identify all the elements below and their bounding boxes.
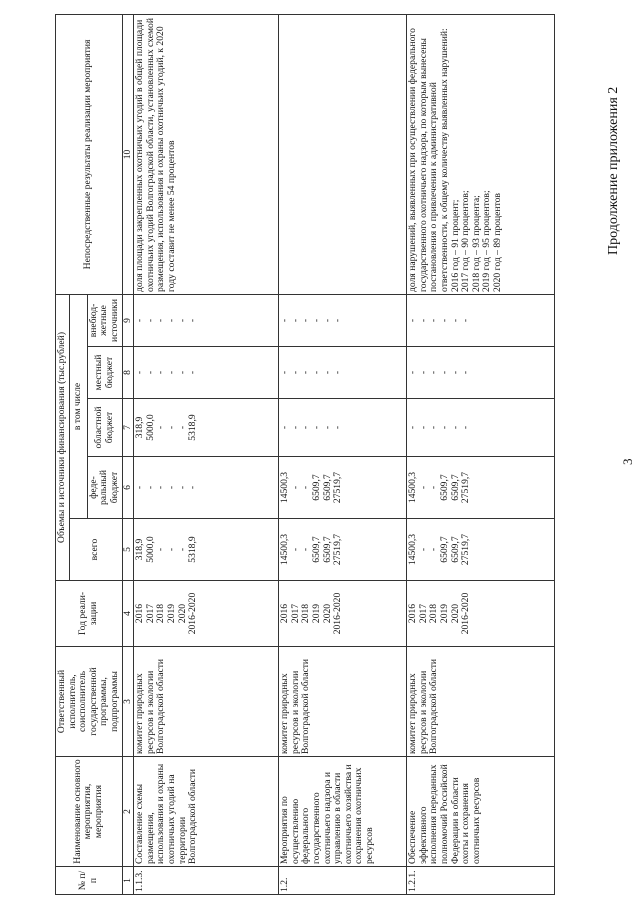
regional-budget-value: - [332,425,344,430]
total [134,519,279,581]
federal-budget-value: 6509,7 [438,474,450,501]
federal-budget-value: - [165,485,177,490]
offbudget-sources-value: - [289,318,301,323]
total [407,519,555,581]
years [407,581,555,647]
page-number: 3 [620,458,635,465]
local-budget-value: - [428,370,440,375]
continuation-label: Продолжение приложения 2 [606,86,621,255]
measure-name: Обеспечение эффективного исполнения переданных полномочий Российской Федерации в области охоты и сохранения охотничьих ресурсов [407,757,555,867]
total-value: - [176,547,188,552]
regional-budget [279,399,407,457]
result-line: 2019 год – 95 процентов; [481,190,493,292]
years [134,581,279,647]
total-value: 27519,7 [332,533,344,566]
measure-name: Составление схемы размещения, использования и охраны охотничьих угодий на территории Волгоградской области [134,757,279,867]
offbudget-sources-value: - [187,318,199,323]
offbudget-sources-value: - [428,318,440,323]
total-value: 5000,0 [144,536,156,563]
table-row [134,14,279,894]
row-number: 1.1.3. [134,867,279,895]
federal-budget-value: - [417,485,429,490]
federal-budget-value: 6509,7 [321,474,333,501]
total-value: - [417,547,429,552]
years-value: 2016 [134,603,146,624]
row-number: 1.2.1. [407,867,555,895]
local-budget-value: - [155,370,167,375]
years-value: 2018 [428,603,440,624]
regional-budget-value: 5318,9 [187,414,199,441]
header-including: в том числе [69,294,87,518]
federal-budget-value: - [134,485,146,490]
regional-budget-value: - [428,425,440,430]
header-federal: феде-ральный бюджет [87,457,122,519]
years-value: 2019 [310,603,322,624]
local-budget-value: - [165,370,177,375]
header-financing: Объемы и источники финансирования (тыс.рублей) [56,294,70,580]
header-num: № п/п [56,867,123,895]
offbudget-sources-value: - [460,318,472,323]
years-value: 2019 [438,603,450,624]
federal-budget-value: - [144,485,156,490]
col-number: 1 [122,867,134,895]
offbudget-sources-value: - [279,318,291,323]
offbudget-sources-value: - [300,318,312,323]
table-row [279,14,407,894]
table-row [407,14,555,894]
local-budget-value: - [187,370,199,375]
offbudget-sources [279,294,407,346]
result-line: 2018 год – 93 процента; [470,195,482,292]
federal-budget-value: - [300,485,312,490]
result-text: доля площади закрепленных охотничьих угодий в общей площади охотничьих угодий Волгоградской области, установленных схемой размещения, использования и охраны охотничьих угодий, к 2020 году составит не менее 54 процентов [134,18,177,292]
federal-budget-value: - [289,485,301,490]
header-local: местный бюджет [87,347,122,399]
expected-results [279,14,407,294]
expected-results [134,14,279,294]
years-value: 2020 [176,603,188,624]
responsible-executor: комитет природных ресурсов и экологии Волгоградской области [134,647,279,757]
local-budget-value: - [449,370,461,375]
col-number: 10 [122,14,134,294]
years-value: 2019 [165,603,177,624]
total-value: 14500,3 [407,533,419,566]
local-budget-value: - [176,370,188,375]
regional-budget-value: - [165,425,177,430]
years-value: 2016-2020 [460,592,472,635]
regional-budget-value: - [460,425,472,430]
col-number: 2 [122,757,134,867]
federal-budget [279,457,407,519]
header-results: Непосредственные результаты реализации мероприятия [56,14,123,294]
total [279,519,407,581]
responsible-executor: комитет природных ресурсов и экологии Волгоградской области [407,647,555,757]
federal-budget-value: 14500,3 [279,471,291,504]
federal-budget-value: 27519,7 [332,471,344,504]
regional-budget-value: 5000,0 [144,414,156,441]
header-offbudget: внебюд-жетные источники [87,294,122,346]
result-line: 2016 год – 91 процент; [449,199,461,292]
federal-budget-value: - [176,485,188,490]
local-budget-value: - [407,370,419,375]
federal-budget-value: - [428,485,440,490]
regional-budget-value: - [176,425,188,430]
years-value: 2016 [407,603,419,624]
federal-budget-value: 27519,7 [460,471,472,504]
header-year: Год реали-зации [56,581,123,647]
regional-budget-value: - [417,425,429,430]
years-value: 2018 [300,603,312,624]
offbudget-sources-value: - [134,318,146,323]
header-regional: областной бюджет [87,399,122,457]
federal-budget [407,457,555,519]
total-value: - [300,547,312,552]
local-budget-value: - [417,370,429,375]
regional-budget-value: - [155,425,167,430]
col-number: 4 [122,581,134,647]
offbudget-sources-value: - [332,318,344,323]
offbudget-sources-value: - [165,318,177,323]
total-value: - [428,547,440,552]
federal-budget [134,457,279,519]
col-number: 6 [122,457,134,519]
regional-budget-value: - [438,425,450,430]
local-budget [279,347,407,399]
total-value: 318,9 [134,538,146,561]
years-value: 2016 [279,603,291,624]
total-value: 6509,7 [310,536,322,563]
federal-budget-value: 14500,3 [407,471,419,504]
regional-budget-value: - [310,425,322,430]
local-budget-value: - [289,370,301,375]
col-number: 7 [122,399,134,457]
federal-budget-value: 6509,7 [310,474,322,501]
offbudget-sources [134,294,279,346]
total-value: 5318,9 [187,536,199,563]
regional-budget-value: - [321,425,333,430]
local-budget-value: - [460,370,472,375]
local-budget-value: - [321,370,333,375]
years-value: 2017 [417,603,429,624]
years-value: 2017 [289,603,301,624]
total-value: 27519,7 [460,533,472,566]
regional-budget-value: 318,9 [134,416,146,439]
local-budget-value: - [134,370,146,375]
result-text: доля нарушений, выявленных при осуществлении федерального государственного охотничьего надзора, по которым вынесены постановления о привлечении к административной ответственности, к общему количеству выявленных нарушений: [407,28,450,292]
total-value: 14500,3 [279,533,291,566]
regional-budget-value: - [279,425,291,430]
header-total: всего [69,519,122,581]
local-budget-value: - [279,370,291,375]
offbudget-sources-value: - [449,318,461,323]
header-row-1 [56,14,70,894]
local-budget [407,347,555,399]
years-value: 2017 [144,603,156,624]
local-budget-value: - [438,370,450,375]
responsible-executor: комитет природных ресурсов и экологии Волгоградской области [279,647,407,757]
col-number: 3 [122,647,134,757]
regional-budget-value: - [407,425,419,430]
offbudget-sources [407,294,555,346]
col-number: 8 [122,347,134,399]
measure-name: Мероприятия по осуществлению федерального государственного охотничьего надзора и управлению в области охотничьего хозяйства и сохранения охотничьих ресурсов [279,757,407,867]
years [279,581,407,647]
program-table [55,14,555,895]
local-budget-value: - [144,370,156,375]
offbudget-sources-value: - [144,318,156,323]
regional-budget-value: - [449,425,461,430]
offbudget-sources-value: - [310,318,322,323]
column-number-row [122,14,134,894]
offbudget-sources-value: - [321,318,333,323]
regional-budget-value: - [300,425,312,430]
years-value: 2020 [321,603,333,624]
federal-budget-value: - [155,485,167,490]
offbudget-sources-value: - [417,318,429,323]
total-value: 6509,7 [449,536,461,563]
result-line: 2020 год – 89 процентов [491,193,503,292]
col-number: 9 [122,294,134,346]
local-budget-value: - [332,370,344,375]
offbudget-sources-value: - [155,318,167,323]
local-budget-value: - [300,370,312,375]
offbudget-sources-value: - [407,318,419,323]
regional-budget [407,399,555,457]
total-value: - [155,547,167,552]
col-number: 5 [122,519,134,581]
total-value: 6509,7 [321,536,333,563]
total-value: - [165,547,177,552]
federal-budget-value: - [187,485,199,490]
local-budget [134,347,279,399]
result-line: 2017 год – 90 процентов; [460,190,472,292]
total-value: 6509,7 [438,536,450,563]
expected-results [407,14,555,294]
years-value: 2016-2020 [332,592,344,635]
header-responsible: Ответственный исполнитель, соисполнитель государственной программы, подпрограммы [56,647,123,757]
years-value: 2020 [449,603,461,624]
offbudget-sources-value: - [176,318,188,323]
header-name: Наименование основного мероприятия, мероприятия [56,757,123,867]
federal-budget-value: 6509,7 [449,474,461,501]
offbudget-sources-value: - [438,318,450,323]
total-value: - [289,547,301,552]
years-value: 2018 [155,603,167,624]
regional-budget-value: - [289,425,301,430]
years-value: 2016-2020 [187,592,199,635]
row-number: 1.2. [279,867,407,895]
local-budget-value: - [310,370,322,375]
regional-budget [134,399,279,457]
